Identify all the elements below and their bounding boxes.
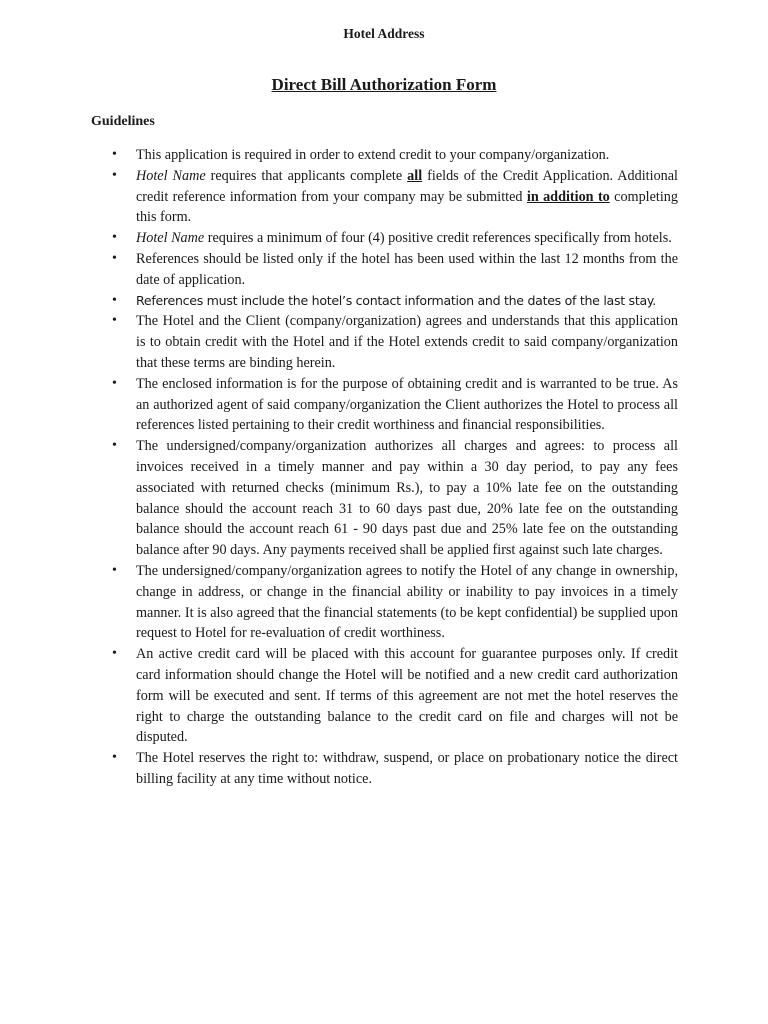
guidelines-list xyxy=(136,145,678,790)
guideline-item: • An active credit card will be placed with this account for guarantee purposes only. If credit card information should change the Hotel will be notified and a new credit card authorization form will be executed and sent. If terms of this agreement are not met the hotel reserves the right to charge the outstanding balance to the credit card on file and charges will not be disputed. xyxy=(136,644,678,748)
guideline-item: • This application is required in order to extend credit to your company/organization. xyxy=(136,145,678,166)
guideline-item: • The Hotel reserves the right to: withdraw, suspend, or place on probationary notice the direct billing facility at any time without notice. xyxy=(136,748,678,790)
guideline-item: • The undersigned/company/organization agrees to notify the Hotel of any change in ownership, change in address, or change in the financial ability or inability to pay invoices in a timely manner. It is also agreed that the financial statements (to be kept confidential) be supplied upon request to Hotel for re-evaluation of credit worthiness. xyxy=(136,561,678,644)
guideline-item: • References should be listed only if the hotel has been used within the last 12 months from the date of application. xyxy=(136,249,678,291)
hotel-address-heading: Hotel Address xyxy=(343,26,425,41)
emphasis-in-addition-to: in addition to xyxy=(526,188,610,205)
form-title: Direct Bill Authorization Form xyxy=(271,75,497,94)
hotel-name-placeholder: Hotel Name xyxy=(136,230,205,247)
guideline-item: • References must include the hotel’s contact information and the dates of the last stay. xyxy=(136,291,678,312)
hotel-name-placeholder: Hotel Name xyxy=(136,167,206,184)
guideline-item: • The undersigned/company/organization authorizes all charges and agrees: to process all invoices received in a timely manner and pay within a 30 day period, to pay any fees associated with returned checks (minimum Rs.), to pay a 10% late fee on the outstanding balance should the account reach 31 to 60 days past due, 20% late fee on the outstanding balance should the account reach 61 - 90 days past due and 25% late fee on the outstanding balance after 90 days. Any payments received shall be applied first against such late charges. xyxy=(136,436,678,561)
guideline-item: • The Hotel and the Client (company/organization) agrees and understands that this application is to obtain credit with the Hotel and if the Hotel extends credit to said company/organization that these terms are binding herein. xyxy=(136,311,678,373)
emphasis-all: all xyxy=(407,167,423,184)
guidelines-heading: Guidelines xyxy=(91,114,155,129)
guideline-item: • Hotel Name requires that applicants complete all fields of the Credit Application. Additional credit reference information from your company may be submitted in addition to completing this form. xyxy=(136,166,678,228)
guideline-item: • Hotel Name requires a minimum of four (4) positive credit references specifically from hotels. xyxy=(136,228,678,249)
guideline-item: • The enclosed information is for the purpose of obtaining credit and is warranted to be true. As an authorized agent of said company/organization the Client authorizes the Hotel to process all references listed pertaining to their credit worthiness and financial responsibilities. xyxy=(136,374,678,436)
